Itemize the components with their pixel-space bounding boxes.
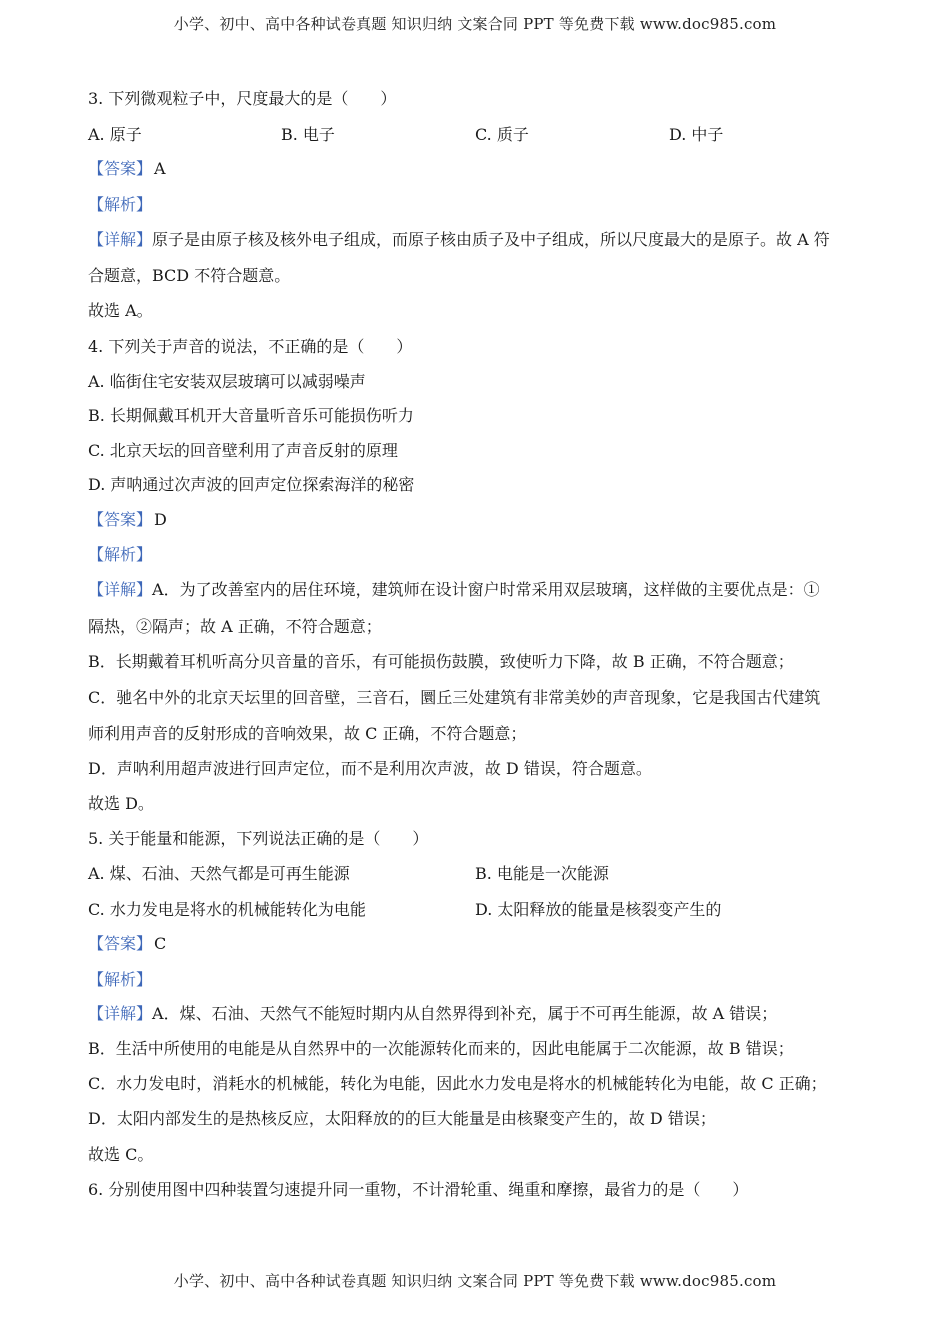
q3-option-d: D. 中子 bbox=[669, 125, 724, 144]
q4-analysis-tag: 【解析】 bbox=[88, 545, 153, 564]
q4-answer bbox=[88, 510, 167, 530]
q3-conclusion: 故选 A。 bbox=[88, 301, 153, 320]
q5-analysis-tag: 【解析】 bbox=[88, 970, 153, 989]
q3-option-a: A. 原子 bbox=[88, 125, 142, 144]
q5-detail-line-2: B．生活中所使用的电能是从自然界中的一次能源转化而来的，因此电能属于二次能源，故 B 错误； bbox=[88, 1039, 794, 1058]
q5-answer bbox=[88, 934, 166, 954]
q6-stem: 6. 分别使用图中四种装置匀速提升同一重物，不计滑轮重、绳重和摩擦，最省力的是（ ） bbox=[88, 1180, 749, 1199]
q4-detail-line-1: 【详解】A．为了改善室内的居住环境，建筑师在设计窗户时常采用双层玻璃，这样做的主要优点是：① bbox=[88, 580, 820, 599]
q4-stem: 4. 下列关于声音的说法，不正确的是（ ） bbox=[88, 337, 413, 356]
q5-detail-line-1: 【详解】A．煤、石油、天然气不能短时期内从自然界得到补充，属于不可再生能源，故 A 错误； bbox=[88, 1004, 778, 1023]
answer-tag: 【答案】 bbox=[88, 159, 153, 178]
q5-detail-line-4: D．太阳内部发生的是热核反应，太阳释放的的巨大能量是由核聚变产生的，故 D 错误； bbox=[88, 1109, 716, 1128]
q4-detail-line-5: 师利用声音的反射形成的音响效果，故 C 正确，不符合题意； bbox=[88, 724, 527, 743]
answer-tag: 【答案】 bbox=[88, 510, 153, 529]
q4-option-a: A. 临街住宅安装双层玻璃可以减弱噪声 bbox=[88, 372, 366, 391]
q5-conclusion: 故选 C。 bbox=[88, 1145, 154, 1164]
q4-detail-line-6: D．声呐利用超声波进行回声定位，而不是利用次声波，故 D 错误，符合题意。 bbox=[88, 759, 652, 778]
detail-tag: 【详解】 bbox=[88, 230, 153, 249]
q5-stem: 5. 关于能量和能源，下列说法正确的是（ ） bbox=[88, 829, 429, 848]
answer-value: D bbox=[154, 510, 167, 529]
page-header: 小学、初中、高中各种试卷真题 知识归纳 文案合同 PPT 等免费下载 www.doc985.com bbox=[173, 15, 777, 33]
answer-value: C bbox=[154, 934, 167, 953]
q4-option-b: B. 长期佩戴耳机开大音量听音乐可能损伤听力 bbox=[88, 406, 414, 425]
q4-detail-line-3: B．长期戴着耳机听高分贝音量的音乐，有可能损伤鼓膜，致使听力下降，故 B 正确，不符合题意； bbox=[88, 652, 794, 671]
q5-option-d: D. 太阳释放的能量是核裂变产生的 bbox=[475, 900, 722, 919]
q3-option-b: B. 电子 bbox=[281, 125, 335, 144]
q4-detail-line-4: C．驰名中外的北京天坛里的回音壁，三音石，圜丘三处建筑有非常美妙的声音现象，它是我国古代建筑 bbox=[88, 688, 821, 707]
page-footer: 小学、初中、高中各种试卷真题 知识归纳 文案合同 PPT 等免费下载 www.doc985.com bbox=[173, 1272, 777, 1290]
q4-option-d: D. 声呐通过次声波的回声定位探索海洋的秘密 bbox=[88, 475, 415, 494]
q3-option-c: C. 质子 bbox=[475, 125, 529, 144]
q4-conclusion: 故选 D。 bbox=[88, 794, 154, 813]
detail-tag: 【详解】 bbox=[88, 1004, 153, 1023]
q3-detail-line-2: 合题意，BCD 不符合题意。 bbox=[88, 266, 291, 285]
q3-analysis-tag: 【解析】 bbox=[88, 195, 153, 214]
q4-option-c: C. 北京天坛的回音壁利用了声音反射的原理 bbox=[88, 441, 398, 460]
detail-tag: 【详解】 bbox=[88, 580, 153, 599]
q4-detail-line-2: 隔热，②隔声；故 A 正确，不符合题意； bbox=[88, 617, 382, 636]
answer-value: A bbox=[154, 159, 166, 178]
q5-option-b: B. 电能是一次能源 bbox=[475, 864, 609, 883]
q3-detail-line-1: 【详解】原子是由原子核及核外电子组成，而原子核由质子及中子组成，所以尺度最大的是原子。故 A 符 bbox=[88, 230, 830, 249]
q5-option-a: A. 煤、石油、天然气都是可再生能源 bbox=[88, 864, 350, 883]
q3-answer bbox=[88, 159, 166, 179]
answer-tag: 【答案】 bbox=[88, 934, 153, 953]
q5-detail-line-3: C．水力发电时，消耗水的机械能，转化为电能，因此水力发电是将水的机械能转化为电能，故 C 正确； bbox=[88, 1074, 827, 1093]
q3-stem: 3. 下列微观粒子中，尺度最大的是（ ） bbox=[88, 89, 397, 108]
q5-option-c: C. 水力发电是将水的机械能转化为电能 bbox=[88, 900, 366, 919]
